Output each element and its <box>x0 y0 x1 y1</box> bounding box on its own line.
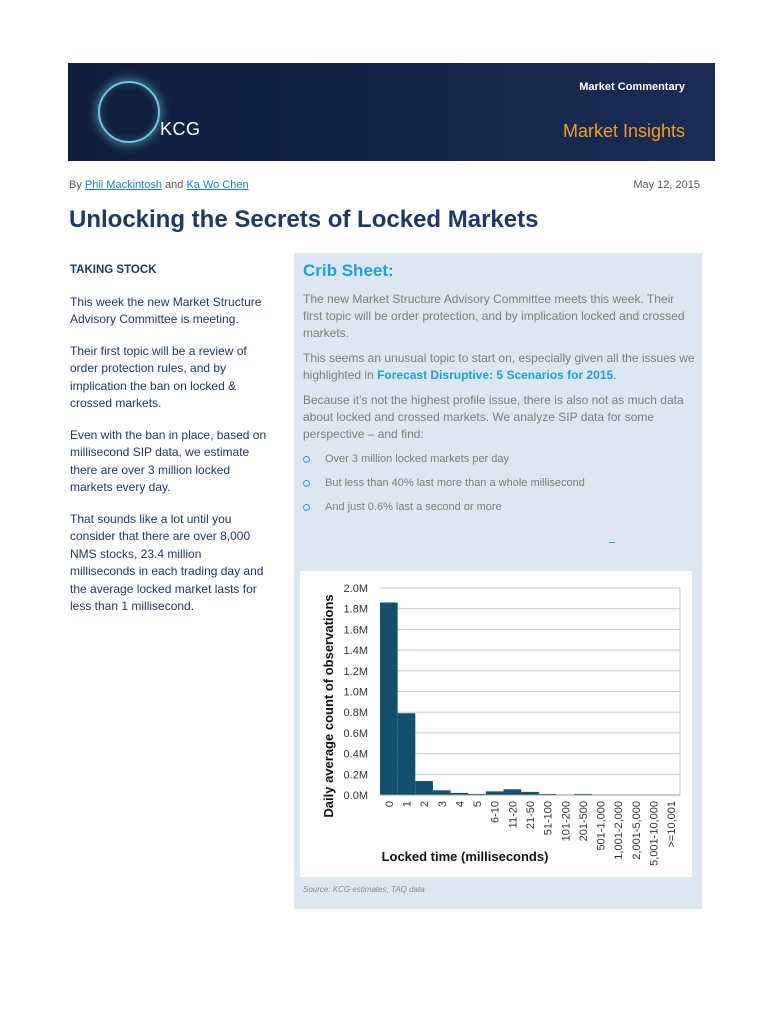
kcg-logo-text: KCG <box>160 119 201 139</box>
x-tick-label: 11-20 <box>507 801 520 829</box>
bullet-circle-icon <box>303 456 310 463</box>
divider-dash <box>609 542 615 543</box>
bullet-text: Over 3 million locked markets per day <box>325 453 510 465</box>
publish-date: May 12, 2015 <box>633 179 700 191</box>
chart-source-note: Source: KCG estimates, TAQ data <box>303 885 425 894</box>
list-item <box>303 451 695 468</box>
byline-prefix: By <box>69 179 82 191</box>
x-tick-label: 5,001-10,000 <box>648 801 661 866</box>
y-tick-label: 0.4M <box>343 748 368 761</box>
x-tick-label: 6-10 <box>489 801 502 824</box>
y-tick-label: 1.0M <box>343 686 368 699</box>
bar <box>504 789 522 795</box>
byline <box>69 179 700 191</box>
y-tick-label: 0.8M <box>343 707 368 720</box>
x-tick-label: 201-500 <box>577 801 590 842</box>
x-tick-label: 0 <box>383 801 396 808</box>
header-banner <box>68 63 715 161</box>
y-axis-title: Daily average count of observations <box>321 594 336 818</box>
x-tick-label: 2 <box>419 801 432 808</box>
y-tick-label: 0.0M <box>343 790 368 802</box>
x-tick-label: 1 <box>401 801 414 808</box>
list-item <box>303 499 695 516</box>
y-tick-label: 1.6M <box>343 624 368 637</box>
left-paragraph: Even with the ban in place, based on millisecond SIP data, we estimate there are over 3 million locked markets every day. <box>70 427 267 494</box>
y-tick-label: 0.2M <box>343 769 368 782</box>
left-paragraph: This week the new Market Structure Advisory Committee is meeting. <box>70 294 262 326</box>
bar <box>433 790 451 795</box>
x-tick-label: 501-1,000 <box>595 801 608 851</box>
left-paragraph: That sounds like a lot until you consider that there are over 8,000 NMS stocks, 23.4 million milliseconds in each trading day and the average locked market lasts for less than 1 millisecond. <box>70 511 264 613</box>
x-tick-label: 1,001-2,000 <box>613 801 626 860</box>
findings-list <box>303 451 695 516</box>
x-tick-label: 4 <box>454 801 467 808</box>
chart-container <box>300 571 692 877</box>
crib-paragraph: Because it’s not the highest profile issue, there is also not as much data about locked and crossed markets. We analyze SIP data for some perspective – and find: <box>303 393 684 441</box>
report-link[interactable]: Forecast Disruptive: 5 Scenarios for 2015 <box>377 368 614 382</box>
left-paragraph: Their first topic will be a review of order protection rules, and by implication the ban on locked & crossed markets. <box>70 343 247 410</box>
x-tick-label: 5 <box>472 801 485 808</box>
y-tick-label: 1.8M <box>343 603 368 616</box>
bullet-text: But less than 40% last more than a whole millisecond <box>325 477 585 489</box>
bar <box>398 713 416 795</box>
author-link-1[interactable]: Phil Mackintosh <box>84 179 162 191</box>
crib-text: . <box>613 368 617 382</box>
x-tick-label: 51-100 <box>542 801 555 836</box>
x-tick-label: 3 <box>436 801 449 808</box>
x-tick-label: 21-50 <box>525 801 537 830</box>
bar <box>486 791 504 795</box>
y-tick-label: 1.4M <box>343 645 368 658</box>
author-link-2[interactable]: Ka Wo Chen <box>186 179 249 191</box>
series-name: Market Insights <box>562 121 685 141</box>
crib-sheet-body <box>303 291 695 523</box>
y-tick-label: 2.0M <box>343 583 368 595</box>
bullet-text: And just 0.6% last a second or more <box>325 501 502 513</box>
section-heading: TAKING STOCK <box>70 264 157 276</box>
crib-paragraph <box>303 350 695 384</box>
list-item <box>303 475 695 492</box>
crib-sheet-heading: Crib Sheet: <box>303 261 394 280</box>
kcg-ring-logo-icon <box>98 81 160 143</box>
locked-time-histogram <box>300 571 692 877</box>
x-tick-label: 2,001-5,000 <box>630 801 643 860</box>
bullet-circle-icon <box>303 480 310 487</box>
category-label: Market Commentary <box>579 81 685 93</box>
page-title: Unlocking the Secrets of Locked Markets <box>69 206 539 233</box>
bullet-circle-icon <box>303 504 310 511</box>
y-tick-label: 1.2M <box>343 665 368 678</box>
x-tick-label: 101-200 <box>560 801 573 842</box>
bar <box>380 602 398 795</box>
left-column <box>70 262 270 630</box>
bar <box>415 781 433 795</box>
crib-paragraph: The new Market Structure Advisory Committee meets this week. Their first topic will be order protection, and by implication locked and crossed markets. <box>303 292 685 340</box>
x-axis-title: Locked time (milliseconds) <box>381 849 549 864</box>
y-tick-label: 0.6M <box>343 727 368 740</box>
crib-text: This seems an unusual topic to start on, especially given all the issues we highlighted in <box>303 351 695 382</box>
x-tick-label: >=10,001 <box>666 801 679 848</box>
byline-conjunction: and <box>165 179 184 191</box>
